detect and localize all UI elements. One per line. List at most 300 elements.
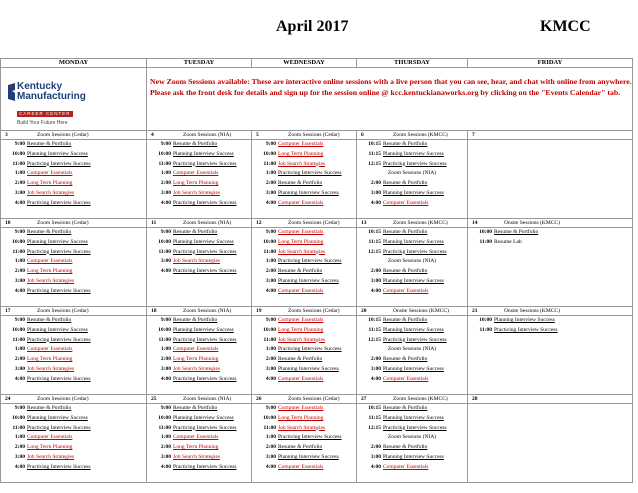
event-link[interactable]: Computer Essentials — [27, 170, 73, 177]
event-link[interactable]: Resume & Portfolio — [278, 444, 323, 451]
day-events — [1, 404, 147, 483]
event-link[interactable]: Planning Interview Success — [383, 238, 444, 245]
event-time: 4:00 — [14, 199, 25, 206]
event-time: 4:00 — [160, 199, 171, 206]
event-time: 2:00 — [370, 444, 381, 451]
day-number: 7 — [472, 132, 475, 138]
event-item — [252, 443, 356, 453]
event-link[interactable]: Resume & Portfolio — [383, 268, 428, 275]
event-time: 11:00 — [158, 424, 171, 431]
event-item — [252, 365, 356, 375]
session-location: Zoom Sessions (NIA) — [183, 132, 232, 138]
event-time: 3:00 — [160, 365, 171, 372]
event-link[interactable]: Resume & Portfolio — [383, 229, 428, 235]
day-number: 5 — [256, 132, 259, 138]
event-item — [357, 433, 467, 443]
day-events — [1, 228, 147, 307]
event-link[interactable]: Computer Essentials — [173, 346, 219, 353]
event-time: 11:00 — [263, 336, 276, 343]
event-link[interactable]: Resume & Portfolio — [278, 356, 323, 363]
event-link[interactable]: Practicing Interview Success — [278, 170, 342, 177]
event-link[interactable]: Computer Essentials — [278, 375, 324, 382]
day-header-content — [468, 307, 632, 315]
org-title: KMCC — [540, 18, 591, 35]
event-time: 1:00 — [14, 170, 25, 177]
event-link[interactable]: Resume & Portfolio — [383, 444, 428, 451]
day-number: 18 — [151, 308, 157, 314]
event-link[interactable]: Resume & Portfolio — [383, 180, 428, 187]
event-link[interactable]: Job Search Strategies — [278, 248, 326, 255]
event-link[interactable]: Long Term Planning — [27, 356, 73, 363]
event-link[interactable]: Practicing Interview Success — [278, 346, 342, 353]
event-time: 11:15 — [368, 150, 381, 157]
event-item — [147, 150, 251, 160]
event-link[interactable]: Practicing Interview Success — [27, 424, 91, 431]
event-item — [1, 150, 146, 160]
event-time: 10:15 — [368, 229, 381, 235]
event-item — [1, 414, 146, 424]
session-location: Onsite Sessions (KMCC) — [504, 220, 560, 226]
event-time: 2:00 — [14, 444, 25, 451]
event-link[interactable]: Long Term Planning — [278, 150, 324, 157]
event-link[interactable]: Planning Interview Success — [27, 414, 88, 421]
event-time: 11:15 — [368, 414, 381, 421]
day-header — [252, 219, 357, 228]
event-time: 1:00 — [160, 170, 171, 177]
event-item — [1, 248, 146, 258]
event-link[interactable]: Computer Essentials — [383, 287, 429, 294]
event-time: 3:00 — [160, 189, 171, 196]
event-item — [1, 404, 146, 414]
event-time: 10:00 — [263, 238, 276, 245]
event-time: 9:00 — [160, 405, 171, 411]
event-time: 10:00 — [158, 326, 171, 333]
event-link[interactable]: Planning Interview Success — [173, 238, 234, 245]
session-location: Onsite Sessions (KMCC) — [504, 308, 560, 314]
day-header-content — [147, 219, 251, 227]
day-events — [1, 140, 147, 219]
day-header-content — [147, 307, 251, 315]
event-item — [468, 326, 632, 336]
day-events — [357, 228, 468, 307]
day-header-content — [357, 219, 467, 227]
event-link[interactable]: Resume & Portfolio — [278, 180, 323, 187]
event-time: 11:00 — [158, 160, 171, 167]
banner-row — [1, 68, 633, 131]
event-item — [147, 179, 251, 189]
weekday-monday: MONDAY — [1, 59, 147, 68]
day-header — [357, 131, 468, 140]
day-header — [1, 307, 147, 316]
event-link[interactable]: Job Search Strategies — [278, 336, 326, 343]
week-body-row — [1, 404, 633, 483]
event-time: 3:00 — [14, 189, 25, 196]
event-link[interactable]: Practicing Interview Success — [27, 199, 91, 206]
event-link[interactable]: Resume & Portfolio — [27, 229, 72, 235]
event-item — [252, 287, 356, 297]
event-time: 2:00 — [14, 268, 25, 275]
day-header — [147, 395, 252, 404]
event-link[interactable]: Resume & Portfolio — [173, 317, 218, 323]
event-link[interactable]: Long Term Planning — [173, 444, 219, 451]
event-link[interactable]: Job Search Strategies — [173, 258, 221, 265]
event-link[interactable]: Planning Interview Success — [173, 150, 234, 157]
event-link[interactable]: Resume & Portfolio — [173, 141, 218, 147]
event-link[interactable]: Computer Essentials — [278, 317, 324, 323]
event-time: 4:00 — [14, 375, 25, 382]
event-link[interactable]: Resume & Portfolio — [383, 317, 428, 323]
day-number: 3 — [5, 132, 8, 138]
event-link[interactable]: Practicing Interview Success — [27, 463, 91, 470]
event-time: 1:00 — [160, 346, 171, 353]
event-time: 11:15 — [368, 238, 381, 245]
event-link[interactable]: Planning Interview Success — [383, 326, 444, 333]
event-item — [1, 355, 146, 365]
event-time: 3:00 — [14, 365, 25, 372]
event-link[interactable]: Job Search Strategies — [173, 189, 221, 196]
day-header — [468, 395, 633, 404]
event-time: 4:00 — [370, 463, 381, 470]
event-item — [357, 414, 467, 424]
kmcc-logo — [7, 81, 127, 126]
event-item — [1, 287, 146, 297]
event-link[interactable]: Computer Essentials — [173, 434, 219, 441]
event-link[interactable]: Resume & Portfolio — [494, 229, 539, 235]
event-link[interactable]: Practicing Interview Success — [494, 326, 558, 333]
event-link[interactable]: Computer Essentials — [27, 258, 73, 265]
event-time: 12:15 — [368, 424, 381, 431]
day-header-content — [1, 395, 146, 403]
event-item — [1, 336, 146, 346]
day-number: 24 — [5, 396, 11, 402]
event-time: 10:00 — [479, 229, 492, 235]
event-link[interactable]: Planning Interview Success — [173, 326, 234, 333]
event-item — [357, 326, 467, 336]
event-link[interactable]: Job Search Strategies — [27, 453, 75, 460]
day-events — [252, 140, 357, 219]
event-link[interactable]: Long Term Planning — [278, 326, 324, 333]
day-events — [1, 316, 147, 395]
event-link[interactable]: Planning Interview Success — [383, 277, 444, 284]
session-subheader: Zoom Sessions (NIA) — [387, 170, 437, 177]
event-item — [1, 228, 146, 238]
event-link[interactable]: Computer Essentials — [27, 346, 73, 353]
event-link[interactable]: Planning Interview Success — [27, 150, 88, 157]
event-link[interactable]: Job Search Strategies — [278, 160, 326, 167]
event-item — [252, 228, 356, 238]
event-time: 10:00 — [263, 326, 276, 333]
event-item — [1, 433, 146, 443]
day-events — [147, 316, 252, 395]
event-item — [1, 277, 146, 287]
event-link[interactable]: Planning Interview Success — [494, 317, 555, 323]
event-time: 1:00 — [14, 434, 25, 441]
day-events — [357, 140, 468, 219]
event-time: 11:00 — [479, 326, 492, 333]
day-header — [357, 219, 468, 228]
event-link[interactable]: Planning Interview Success — [278, 365, 339, 372]
event-item — [252, 404, 356, 414]
event-link[interactable]: Planning Interview Success — [383, 150, 444, 157]
day-header — [147, 219, 252, 228]
event-time: 3:00 — [265, 365, 276, 372]
event-item — [357, 355, 467, 365]
event-link[interactable]: Long Term Planning — [27, 180, 73, 187]
event-item — [147, 189, 251, 199]
event-item — [252, 267, 356, 277]
event-time: 9:00 — [265, 229, 276, 235]
event-item — [357, 365, 467, 375]
event-link[interactable]: Long Term Planning — [173, 356, 219, 363]
session-subheader: Zoom Sessions (NIA) — [387, 434, 437, 441]
event-link[interactable]: Practicing Interview Success — [173, 160, 237, 167]
event-link[interactable]: Resume & Portfolio — [383, 356, 428, 363]
event-link[interactable]: Computer Essentials — [278, 141, 324, 147]
weekday-header-row — [1, 59, 633, 68]
day-header-content — [357, 395, 467, 403]
day-events — [357, 316, 468, 395]
event-item — [147, 336, 251, 346]
event-time: 2:00 — [370, 356, 381, 363]
event-link[interactable]: Resume & Portfolio — [27, 405, 72, 411]
day-events — [468, 316, 633, 395]
event-link[interactable]: Practicing Interview Success — [383, 424, 447, 431]
day-header-content — [147, 395, 251, 403]
event-link[interactable]: Computer Essentials — [278, 229, 324, 235]
event-link[interactable]: Long Term Planning — [173, 180, 219, 187]
calendar-title — [0, 18, 638, 38]
event-link[interactable]: Planning Interview Success — [383, 189, 444, 196]
event-item — [252, 238, 356, 248]
session-location: Zoom Sessions (NIA) — [183, 220, 232, 226]
event-link[interactable]: Practicing Interview Success — [173, 375, 237, 382]
session-location: Zoom Sessions (Cedar) — [288, 396, 340, 402]
event-link[interactable]: Planning Interview Success — [173, 414, 234, 421]
event-time: 3:00 — [370, 365, 381, 372]
event-time: 4:00 — [265, 287, 276, 294]
event-time: 3:00 — [265, 453, 276, 460]
day-header-content — [468, 219, 632, 227]
event-item — [1, 463, 146, 473]
event-link[interactable]: Resume & Portfolio — [383, 141, 428, 147]
session-subheader: Zoom Sessions (NIA) — [387, 346, 437, 353]
event-link[interactable]: Computer Essentials — [278, 287, 324, 294]
event-link[interactable]: Job Search Strategies — [27, 277, 75, 284]
event-item — [252, 355, 356, 365]
event-time: 1:00 — [160, 434, 171, 441]
event-item — [252, 257, 356, 267]
event-time: 3:00 — [370, 189, 381, 196]
event-time: 11:00 — [12, 248, 25, 255]
event-link[interactable]: Computer Essentials — [383, 463, 429, 470]
event-link[interactable]: Long Term Planning — [27, 268, 73, 275]
event-link[interactable]: Resume & Portfolio — [383, 405, 428, 411]
event-link[interactable]: Computer Essentials — [27, 434, 73, 441]
event-time: 11:00 — [263, 160, 276, 167]
event-link[interactable]: Planning Interview Success — [278, 453, 339, 460]
event-link[interactable]: Resume & Portfolio — [27, 141, 72, 147]
event-time: 10:00 — [12, 326, 25, 333]
event-link[interactable]: Computer Essentials — [383, 375, 429, 382]
session-location: Zoom Sessions (NIA) — [183, 396, 232, 402]
event-item — [147, 365, 251, 375]
day-header-content — [252, 395, 356, 403]
day-header — [468, 219, 633, 228]
event-link[interactable]: Practicing Interview Success — [383, 248, 447, 255]
event-time: 2:00 — [14, 356, 25, 363]
event-link[interactable]: Resume & Portfolio — [173, 229, 218, 235]
event-link[interactable]: Practicing Interview Success — [173, 199, 237, 206]
event-link[interactable]: Computer Essentials — [278, 463, 324, 470]
event-item — [468, 228, 632, 238]
event-link[interactable]: Resume & Portfolio — [173, 405, 218, 411]
session-location: Zoom Sessions (Cedar) — [288, 308, 340, 314]
day-header-content — [468, 395, 632, 403]
event-time: 9:00 — [265, 317, 276, 323]
event-link[interactable]: Practicing Interview Success — [278, 258, 342, 265]
day-header-content — [252, 307, 356, 315]
calendar-table — [0, 58, 633, 483]
event-time: 2:00 — [160, 356, 171, 363]
event-time: 4:00 — [370, 287, 381, 294]
event-item — [1, 169, 146, 179]
event-link[interactable]: Planning Interview Success — [278, 277, 339, 284]
event-item — [147, 404, 251, 414]
event-item — [357, 277, 467, 287]
event-link[interactable]: Planning Interview Success — [383, 365, 444, 372]
event-time: 4:00 — [160, 375, 171, 382]
event-link[interactable]: Job Search Strategies — [27, 365, 75, 372]
event-link[interactable]: Job Search Strategies — [173, 365, 221, 372]
event-time: 12:15 — [368, 160, 381, 167]
event-item — [357, 267, 467, 277]
event-item — [252, 189, 356, 199]
event-item — [252, 150, 356, 160]
event-link[interactable]: Practicing Interview Success — [173, 463, 237, 470]
event-item — [357, 160, 467, 170]
event-link[interactable]: Job Search Strategies — [278, 424, 326, 431]
event-link[interactable]: Practicing Interview Success — [27, 248, 91, 255]
month-title: April 2017 — [276, 18, 349, 35]
event-link[interactable]: Resume & Portfolio — [27, 317, 72, 323]
event-link[interactable]: Practicing Interview Success — [173, 248, 237, 255]
event-item — [147, 238, 251, 248]
event-item — [252, 179, 356, 189]
event-item — [252, 199, 356, 209]
event-link[interactable]: Planning Interview Success — [27, 238, 88, 245]
event-link[interactable]: Long Term Planning — [27, 444, 73, 451]
week-body-row — [1, 228, 633, 307]
event-item — [1, 424, 146, 434]
day-events — [252, 228, 357, 307]
event-link[interactable]: Computer Essentials — [173, 170, 219, 177]
event-link[interactable]: Planning Interview Success — [27, 326, 88, 333]
event-link[interactable]: Practicing Interview Success — [27, 160, 91, 167]
event-item — [357, 336, 467, 346]
event-link[interactable]: Practicing Interview Success — [278, 434, 342, 441]
event-link[interactable]: Planning Interview Success — [383, 414, 444, 421]
event-item — [147, 453, 251, 463]
event-link[interactable]: Job Search Strategies — [27, 189, 75, 196]
event-item — [1, 140, 146, 150]
event-item — [252, 326, 356, 336]
event-time: 9:00 — [265, 405, 276, 411]
day-header — [468, 131, 633, 140]
day-number: 14 — [472, 220, 478, 226]
event-time: 4:00 — [265, 199, 276, 206]
event-link[interactable]: Practicing Interview Success — [173, 268, 237, 275]
event-item — [357, 248, 467, 258]
event-time: 11:00 — [158, 248, 171, 255]
event-link[interactable]: Practicing Interview Success — [173, 336, 237, 343]
logo-tagline: Build Your Future Here — [17, 120, 68, 126]
event-link[interactable]: Practicing Interview Success — [27, 287, 91, 294]
event-item — [1, 189, 146, 199]
event-item — [357, 179, 467, 189]
day-number: 21 — [472, 308, 478, 314]
session-location: Onsite Sessions (KMCC) — [393, 308, 449, 314]
event-item — [1, 257, 146, 267]
event-link[interactable]: Planning Interview Success — [383, 453, 444, 460]
day-number: 27 — [361, 396, 367, 402]
day-number: 25 — [151, 396, 157, 402]
event-link[interactable]: Practicing Interview Success — [173, 424, 237, 431]
logo-line1: Kentucky — [17, 81, 63, 92]
weekday-wednesday: WEDNESDAY — [252, 59, 357, 68]
week-header-row — [1, 131, 633, 140]
day-header-content — [1, 307, 146, 315]
event-item — [1, 326, 146, 336]
event-time: 3:00 — [160, 258, 171, 265]
event-time: 11:00 — [479, 238, 492, 245]
event-link[interactable]: Practicing Interview Success — [27, 375, 91, 382]
event-link[interactable]: Computer Essentials — [278, 199, 324, 206]
week-header-row — [1, 219, 633, 228]
day-header-content — [468, 131, 632, 139]
event-time: 4:00 — [265, 463, 276, 470]
event-time: 10:00 — [158, 238, 171, 245]
event-item — [1, 345, 146, 355]
event-link[interactable]: Practicing Interview Success — [383, 160, 447, 167]
event-item — [252, 375, 356, 385]
event-link[interactable]: Planning Interview Success — [278, 189, 339, 196]
day-header-content — [357, 307, 467, 315]
event-item — [1, 365, 146, 375]
event-item — [252, 336, 356, 346]
event-link[interactable]: Practicing Interview Success — [383, 336, 447, 343]
day-number: 28 — [472, 396, 478, 402]
event-link[interactable]: Resume & Portfolio — [278, 268, 323, 275]
event-link[interactable]: Long Term Planning — [278, 414, 324, 421]
event-time: 12:15 — [368, 248, 381, 255]
event-time: 9:00 — [14, 317, 25, 323]
week-body-row — [1, 316, 633, 395]
event-time: 9:00 — [160, 317, 171, 323]
day-header — [357, 395, 468, 404]
kentucky-map-icon — [7, 82, 16, 102]
event-link[interactable]: Computer Essentials — [278, 405, 324, 411]
event-item — [252, 277, 356, 287]
event-link[interactable]: Computer Essentials — [383, 199, 429, 206]
event-time: 2:00 — [370, 268, 381, 275]
event-link[interactable]: Practicing Interview Success — [27, 336, 91, 343]
event-link[interactable]: Long Term Planning — [278, 238, 324, 245]
event-item — [357, 189, 467, 199]
event-time: 11:00 — [263, 248, 276, 255]
weekday-thursday: THURSDAY — [357, 59, 468, 68]
event-time: 11:00 — [12, 424, 25, 431]
event-link[interactable]: Job Search Strategies — [173, 453, 221, 460]
